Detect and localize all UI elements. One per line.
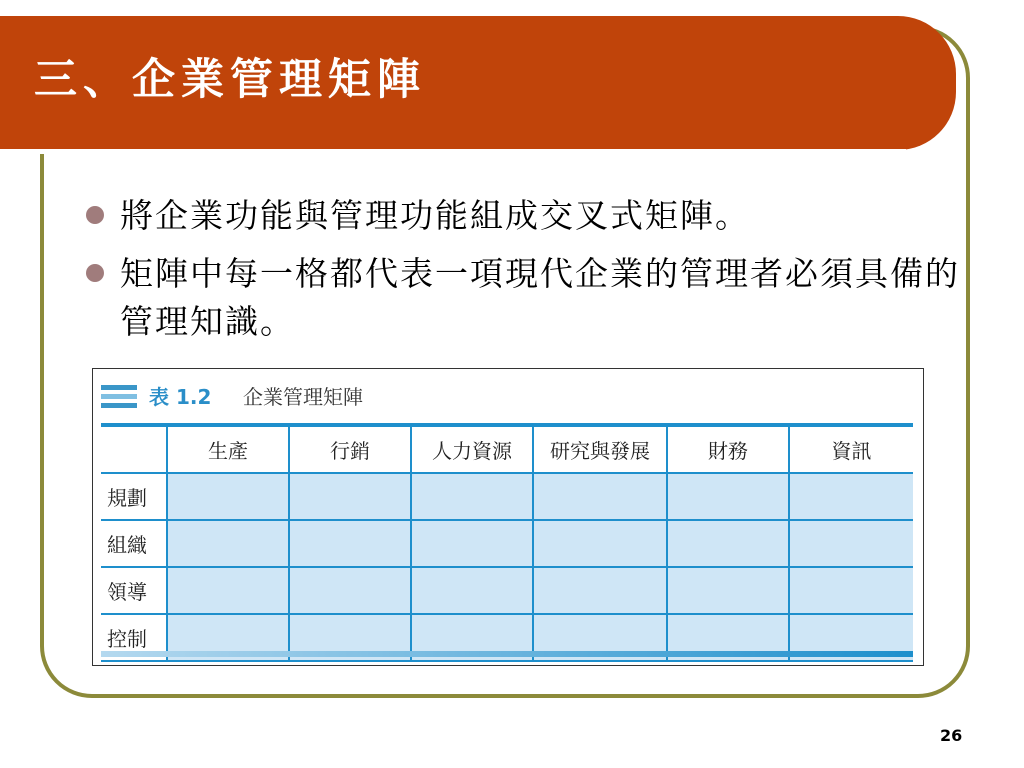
matrix-cell xyxy=(667,567,789,614)
matrix-cell xyxy=(411,520,533,567)
matrix-cell xyxy=(411,567,533,614)
column-header: 財務 xyxy=(667,425,789,473)
corner-cell xyxy=(101,425,167,473)
bullet-item xyxy=(82,192,962,240)
matrix-cell xyxy=(167,520,289,567)
matrix-figure xyxy=(92,368,924,666)
slide-title: 三、企業管理矩陣 xyxy=(34,55,426,105)
table-lines-icon xyxy=(101,385,137,409)
row-header: 控制 xyxy=(101,614,167,661)
matrix-cell xyxy=(289,567,411,614)
column-header: 人力資源 xyxy=(411,425,533,473)
column-header: 行銷 xyxy=(289,425,411,473)
row-header: 規劃 xyxy=(101,473,167,520)
bullet-list xyxy=(82,192,962,356)
title-underline xyxy=(0,149,906,154)
column-header: 資訊 xyxy=(789,425,913,473)
row-header: 組織 xyxy=(101,520,167,567)
bullet-text: 將企業功能與管理功能組成交叉式矩陣。 xyxy=(120,196,750,235)
page-number: 26 xyxy=(940,726,963,745)
table-number: 表 1.2 xyxy=(149,385,212,409)
matrix-cell xyxy=(789,520,913,567)
matrix-cell xyxy=(533,520,667,567)
bullet-text: 矩陣中每一格都代表一項現代企業的管理者必須具備的管理知識。 xyxy=(120,254,960,341)
row-header: 領導 xyxy=(101,567,167,614)
matrix-table-wrap xyxy=(101,423,913,662)
bullet-dot-icon xyxy=(86,264,104,282)
column-header: 研究與發展 xyxy=(533,425,667,473)
matrix-cell xyxy=(789,473,913,520)
table-title: 企業管理矩陣 xyxy=(243,385,363,409)
matrix-cell xyxy=(411,473,533,520)
column-header: 生產 xyxy=(167,425,289,473)
table-row xyxy=(101,567,913,614)
matrix-cell xyxy=(533,473,667,520)
matrix-cell xyxy=(167,567,289,614)
matrix-cell xyxy=(667,473,789,520)
header-row xyxy=(101,425,913,473)
table-row xyxy=(101,473,913,520)
bullet-item xyxy=(82,250,962,346)
table-bottom-bar xyxy=(101,651,913,657)
matrix-cell xyxy=(167,473,289,520)
matrix-cell xyxy=(667,520,789,567)
matrix-table xyxy=(101,423,913,662)
matrix-cell xyxy=(289,473,411,520)
matrix-cell xyxy=(789,567,913,614)
table-row xyxy=(101,520,913,567)
bullet-dot-icon xyxy=(86,206,104,224)
matrix-cell xyxy=(289,520,411,567)
matrix-cell xyxy=(533,567,667,614)
